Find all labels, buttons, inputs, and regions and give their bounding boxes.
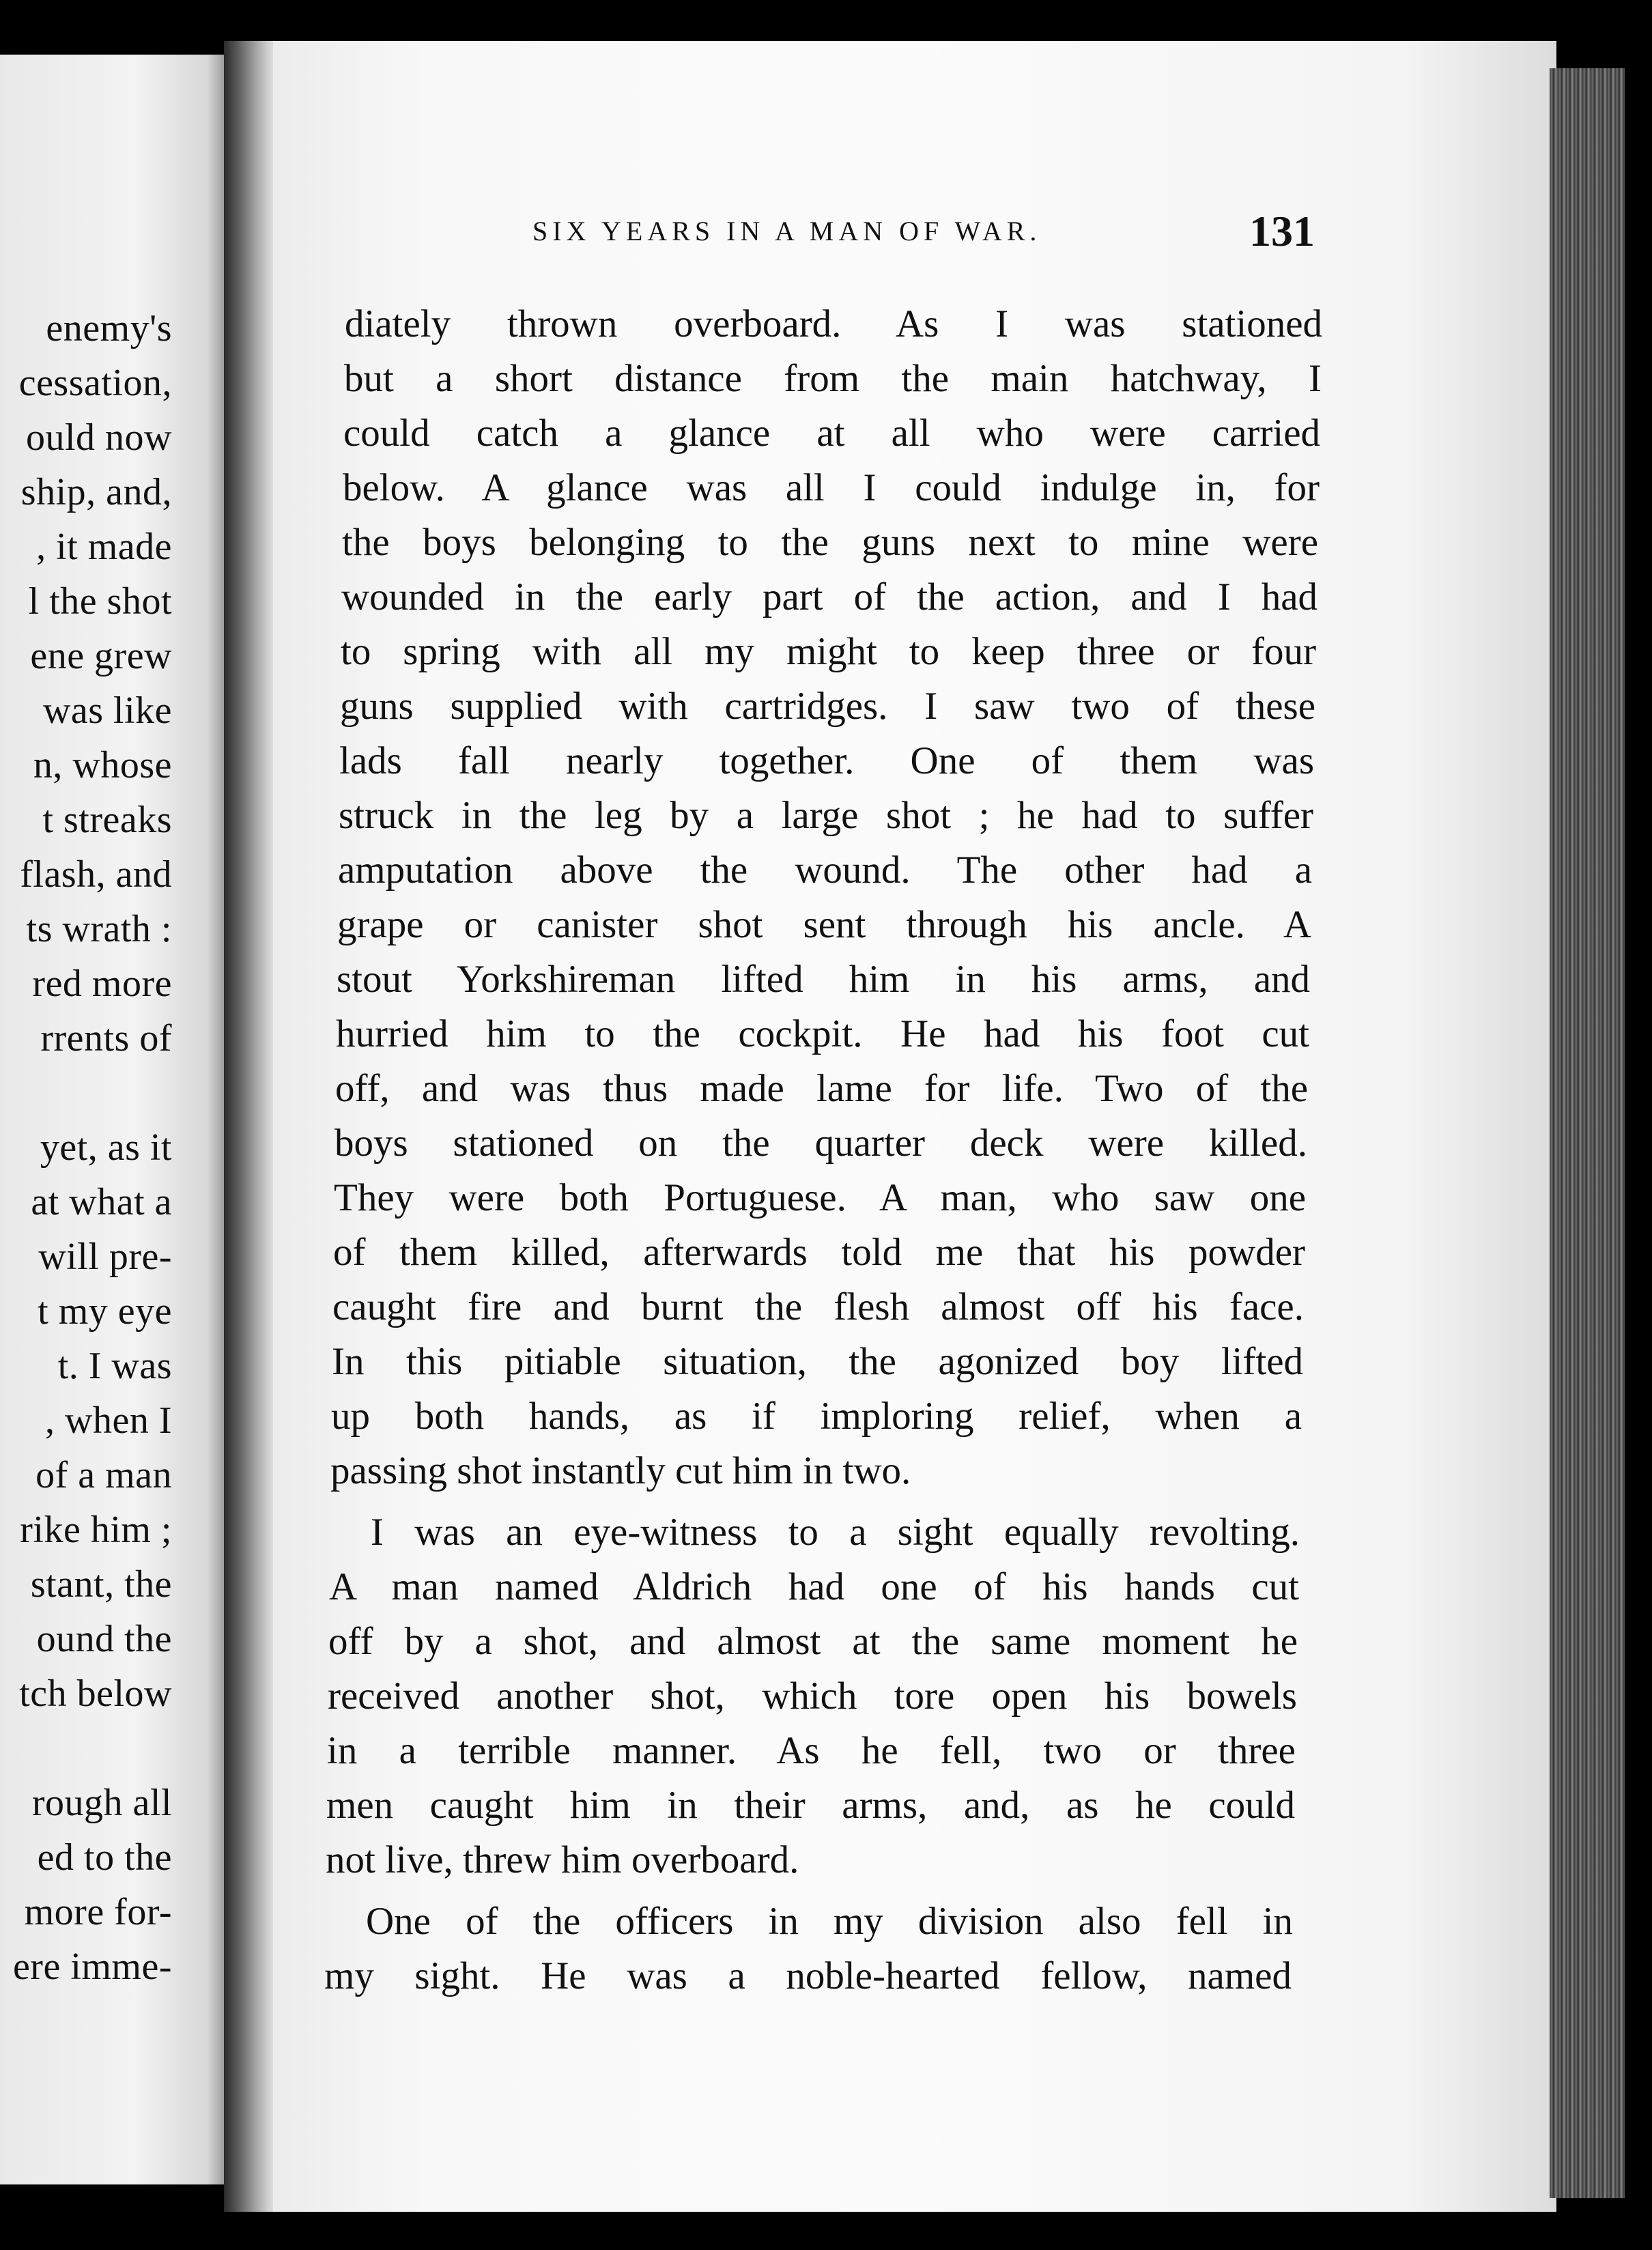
left-line: ound the: [36, 1618, 172, 1660]
text-line: my sight. He was a noble-hearted fellow, named: [324, 1954, 1292, 1997]
left-line: ene grew: [30, 635, 172, 677]
left-line: was like: [42, 689, 172, 732]
left-line: yet, as it: [40, 1126, 172, 1169]
left-line: ere imme-: [12, 1946, 172, 1988]
text-line: not live, threw him overboard.: [326, 1838, 799, 1881]
text-line: diately thrown overboard. As I was stationed: [345, 302, 1322, 345]
left-line: red more: [32, 963, 172, 1005]
text-line: lads fall nearly together. One of them was: [339, 739, 1314, 782]
text-line: wounded in the early part of the action, and I had: [341, 575, 1318, 618]
text-line: passing shot instantly cut him in two.: [330, 1449, 911, 1492]
left-line: cessation,: [18, 362, 172, 404]
text-line: I was an eye-witness to a sight equally revolting.: [371, 1511, 1300, 1554]
left-line: rough all: [31, 1782, 172, 1824]
text-line: men caught him in their arms, and, as he could: [326, 1784, 1295, 1827]
text-line: off by a shot, and almost at the same moment he: [328, 1620, 1298, 1663]
left-line: t. I was: [57, 1345, 172, 1387]
left-line: n, whose: [33, 744, 172, 786]
text-line: in a terrible manner. As he fell, two or three: [327, 1729, 1296, 1772]
left-line: rrents of: [40, 1017, 172, 1059]
text-line: up both hands, as if imploring relief, when a: [331, 1395, 1302, 1438]
text-line: One of the officers in my division also fell in: [366, 1900, 1293, 1943]
text-line: struck in the leg by a large shot ; he had to suffer: [339, 794, 1313, 837]
text-line: guns supplied with cartridges. I saw two of these: [340, 685, 1315, 728]
left-line: l the shot: [28, 580, 172, 623]
left-line: flash, and: [20, 853, 172, 896]
text-line: off, and was thus made lame for life. Two of the: [335, 1067, 1308, 1110]
left-line: ed to the: [37, 1836, 172, 1879]
left-line: t streaks: [42, 799, 172, 841]
left-line: , when I: [45, 1399, 172, 1442]
text-line: A man named Aldrich had one of his hands cut: [329, 1565, 1299, 1608]
text-line: caught fire and burnt the flesh almost off his face.: [332, 1285, 1304, 1328]
left-line: of a man: [35, 1454, 172, 1496]
left-line: tch below: [19, 1672, 172, 1715]
text-line: could catch a glance at all who were carried: [343, 412, 1320, 455]
left-line: will pre-: [38, 1236, 172, 1278]
left-line: more for-: [24, 1891, 172, 1933]
text-line: amputation above the wound. The other had a: [338, 849, 1312, 892]
left-line: rike him ;: [20, 1509, 172, 1551]
text-line: but a short distance from the main hatchway, I: [344, 357, 1322, 400]
left-line: ts wrath :: [26, 908, 172, 950]
page-number: 131: [1249, 207, 1315, 255]
running-head: SIX YEARS IN A MAN OF WAR.: [532, 216, 1042, 246]
page-edge: [1550, 68, 1625, 2198]
text-line: below. A glance was all I could indulge in, for: [343, 466, 1320, 509]
text-line: They were both Portuguese. A man, who saw one: [334, 1176, 1306, 1219]
left-line: ould now: [26, 416, 172, 459]
text-line: of them killed, afterwards told me that his powder: [333, 1231, 1305, 1274]
left-line: , it made: [36, 526, 172, 568]
book-gutter: [224, 41, 279, 2212]
text-line: grape or canister shot sent through his ancle. A: [337, 903, 1311, 946]
left-line: stant, the: [30, 1563, 172, 1606]
text-line: In this pitiable situation, the agonized boy lifted: [332, 1340, 1303, 1383]
text-line: stout Yorkshireman lifted him in his arms, and: [337, 958, 1310, 1001]
text-line: hurried him to the cockpit. He had his foot cut: [336, 1012, 1309, 1055]
left-line: at what a: [31, 1181, 172, 1223]
text-line: to spring with all my might to keep three or four: [341, 630, 1316, 673]
text-line: boys stationed on the quarter deck were killed.: [334, 1122, 1307, 1165]
left-line: enemy's: [46, 307, 172, 350]
text-line: received another shot, which tore open his bowels: [328, 1675, 1297, 1718]
text-line: the boys belonging to the guns next to mine were: [342, 521, 1318, 564]
left-line: t my eye: [38, 1290, 172, 1333]
left-line: ship, and,: [20, 471, 172, 513]
